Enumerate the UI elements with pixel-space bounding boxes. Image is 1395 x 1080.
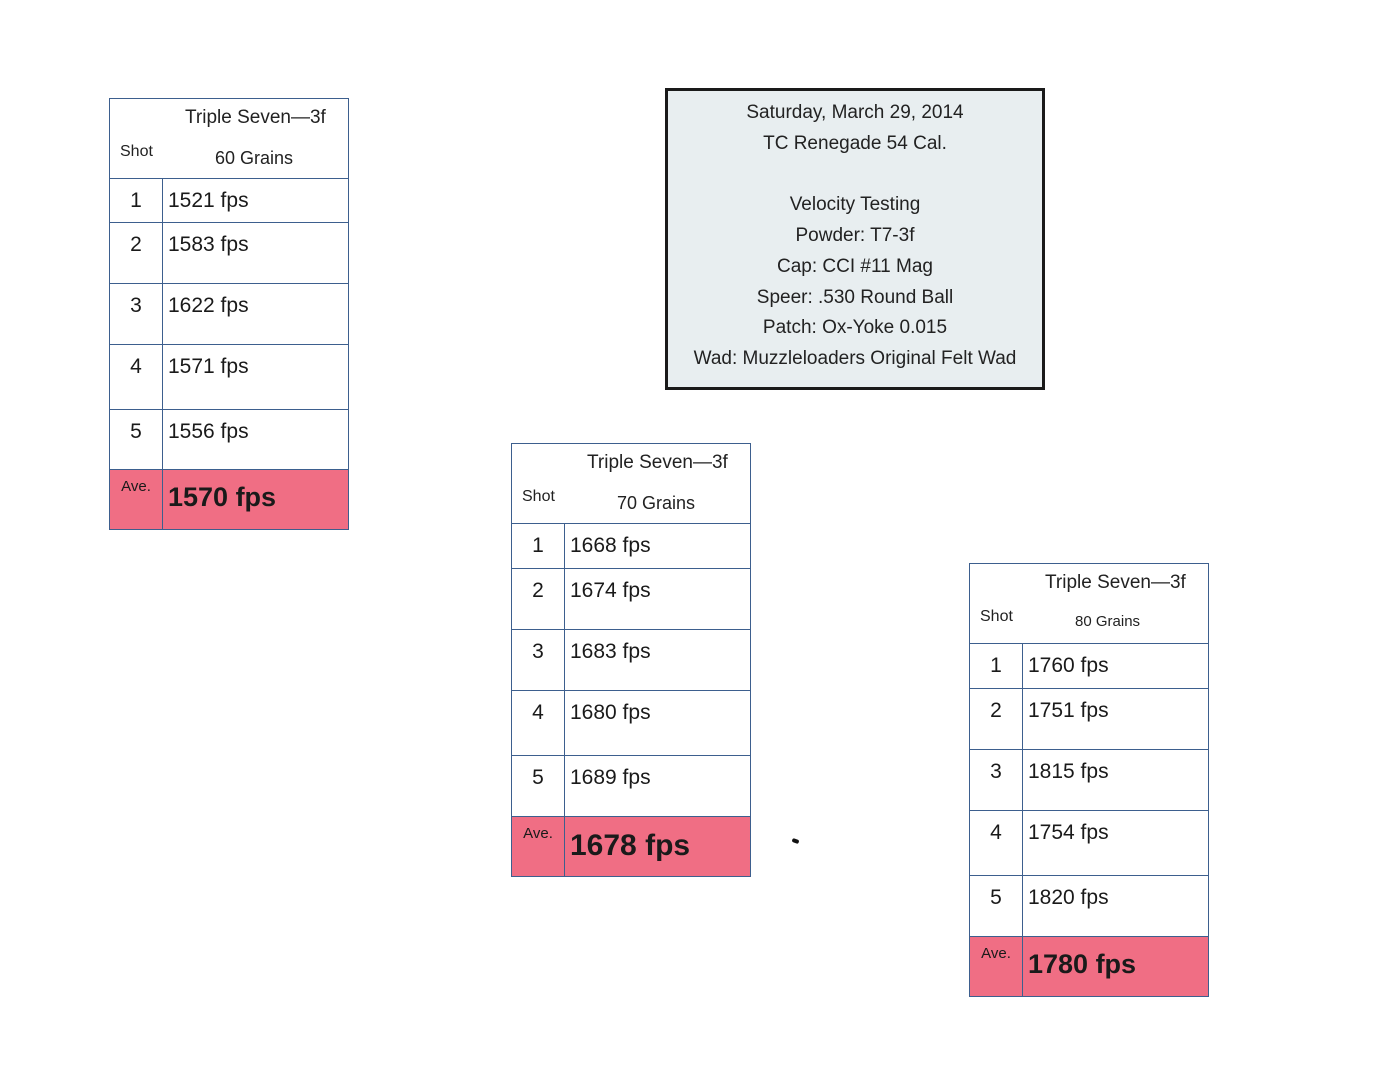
average-label: Ave. bbox=[523, 825, 553, 842]
powder-name: Triple Seven—3f bbox=[1045, 572, 1186, 593]
table-header bbox=[512, 444, 750, 524]
table-row: 2 1583 fps bbox=[110, 223, 348, 284]
test-title: Velocity Testing bbox=[789, 194, 921, 215]
average-row bbox=[512, 817, 750, 876]
shot-number: 1 bbox=[532, 534, 544, 557]
shot-number: 5 bbox=[130, 420, 142, 443]
velocity-table-80-grains bbox=[969, 563, 1209, 997]
shot-column-label: Shot bbox=[980, 608, 1013, 625]
table-row: 5 1556 fps bbox=[110, 410, 348, 470]
table-row: 1 1668 fps bbox=[512, 524, 750, 569]
shot-number: 3 bbox=[130, 294, 142, 317]
velocity-table-60-grains bbox=[109, 98, 349, 530]
average-velocity: 1570 fps bbox=[168, 482, 277, 512]
shot-number: 2 bbox=[532, 579, 544, 602]
table-row: 4 1680 fps bbox=[512, 691, 750, 756]
table-row: 1 1521 fps bbox=[110, 179, 348, 223]
shot-number: 1 bbox=[130, 189, 142, 212]
charge-weight: 70 Grains bbox=[617, 493, 696, 513]
test-info-box bbox=[665, 88, 1045, 390]
table-row: 3 1622 fps bbox=[110, 284, 348, 345]
shot-number: 5 bbox=[532, 766, 544, 789]
average-velocity: 1678 fps bbox=[570, 829, 691, 862]
table-row: 5 1689 fps bbox=[512, 756, 750, 817]
average-row bbox=[110, 470, 348, 529]
ball-info: Speer: .530 Round Ball bbox=[756, 287, 954, 308]
test-date: Saturday, March 29, 2014 bbox=[746, 102, 964, 123]
shot-column-label: Shot bbox=[522, 488, 555, 505]
shot-number: 2 bbox=[130, 233, 142, 256]
powder-name: Triple Seven—3f bbox=[587, 452, 728, 473]
table-row: 5 1820 fps bbox=[970, 876, 1208, 937]
table-row: 2 1674 fps bbox=[512, 569, 750, 630]
cap-info: Cap: CCI #11 Mag bbox=[777, 256, 933, 277]
average-row bbox=[970, 937, 1208, 996]
table-row: 4 1571 fps bbox=[110, 345, 348, 410]
scan-speck bbox=[792, 838, 800, 844]
rifle-model: TC Renegade 54 Cal. bbox=[763, 133, 947, 154]
average-label: Ave. bbox=[981, 945, 1011, 962]
shot-number: 2 bbox=[990, 699, 1002, 722]
average-velocity: 1780 fps bbox=[1028, 949, 1137, 979]
shot-column-label: Shot bbox=[120, 143, 153, 160]
charge-weight: 60 Grains bbox=[215, 148, 294, 168]
table-row: 1 1760 fps bbox=[970, 644, 1208, 689]
powder-name: Triple Seven—3f bbox=[185, 107, 326, 128]
table-row: 3 1683 fps bbox=[512, 630, 750, 691]
powder-info: Powder: T7-3f bbox=[795, 225, 915, 246]
table-row: 4 1754 fps bbox=[970, 811, 1208, 876]
shot-number: 4 bbox=[990, 821, 1002, 844]
average-label: Ave. bbox=[121, 478, 151, 495]
shot-number: 4 bbox=[532, 701, 544, 724]
shot-number: 1 bbox=[990, 654, 1002, 677]
charge-weight: 80 Grains bbox=[1075, 613, 1141, 630]
velocity-table-70-grains bbox=[511, 443, 751, 877]
table-header bbox=[970, 564, 1208, 644]
shot-number: 5 bbox=[990, 886, 1002, 909]
table-row: 3 1815 fps bbox=[970, 750, 1208, 811]
shot-number: 3 bbox=[990, 760, 1002, 783]
shot-number: 4 bbox=[130, 355, 142, 378]
patch-info: Patch: Ox-Yoke 0.015 bbox=[762, 317, 948, 338]
wad-info: Wad: Muzzleloaders Original Felt Wad bbox=[693, 348, 1017, 369]
table-row: 2 1751 fps bbox=[970, 689, 1208, 750]
shot-number: 3 bbox=[532, 640, 544, 663]
table-header bbox=[110, 99, 348, 179]
